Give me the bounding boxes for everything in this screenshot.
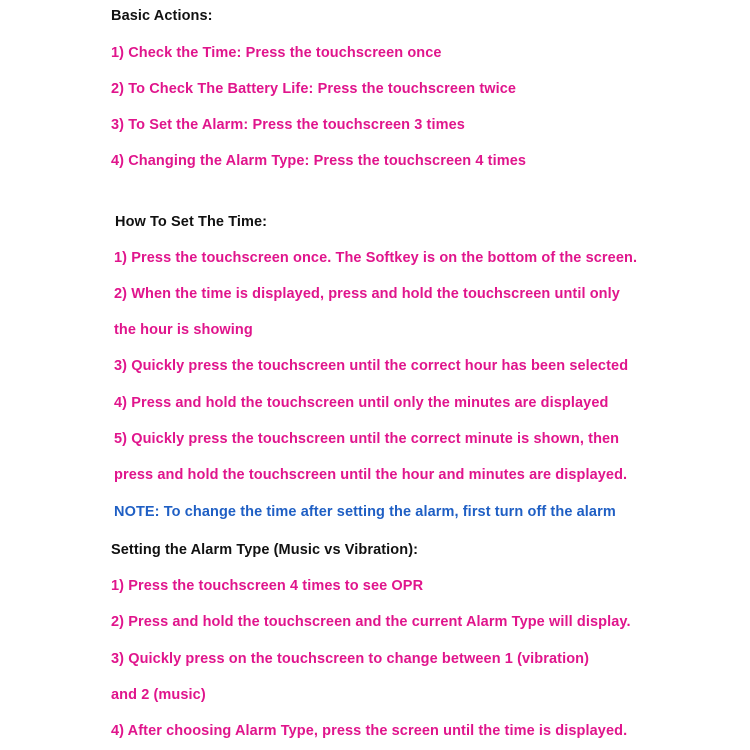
set-time-line-5: 4) Press and hold the touchscreen until only the minutes are displayed: [114, 395, 609, 411]
set-time-line-2: 2) When the time is displayed, press and hold the touchscreen until only: [114, 286, 620, 302]
set-time-line-1: 1) Press the touchscreen once. The Softkey is on the bottom of the screen.: [114, 250, 638, 266]
basic-action-item-3: 3) To Set the Alarm: Press the touchscreen 3 times: [111, 117, 465, 133]
set-time-line-4: 3) Quickly press the touchscreen until the correct hour has been selected: [114, 358, 629, 374]
set-time-line-7: press and hold the touchscreen until the hour and minutes are displayed.: [114, 467, 628, 483]
set-time-note: NOTE: To change the time after setting the alarm, first turn off the alarm: [114, 504, 616, 520]
basic-action-item-1: 1) Check the Time: Press the touchscreen once: [111, 45, 442, 61]
basic-action-item-4: 4) Changing the Alarm Type: Press the touchscreen 4 times: [111, 153, 527, 169]
alarm-type-line-5: 4) After choosing Alarm Type, press the screen until the time is displayed.: [111, 723, 628, 739]
alarm-type-line-1: 1) Press the touchscreen 4 times to see OPR: [111, 578, 424, 594]
set-time-line-6: 5) Quickly press the touchscreen until the correct minute is shown, then: [114, 431, 620, 447]
alarm-type-line-4: and 2 (music): [111, 687, 206, 703]
set-time-heading: How To Set The Time:: [115, 214, 268, 230]
basic-actions-heading: Basic Actions:: [111, 8, 213, 24]
alarm-type-line-2: 2) Press and hold the touchscreen and the current Alarm Type will display.: [111, 614, 631, 630]
basic-action-item-2: 2) To Check The Battery Life: Press the touchscreen twice: [111, 81, 517, 97]
set-time-line-3: the hour is showing: [114, 322, 253, 338]
alarm-type-line-3: 3) Quickly press on the touchscreen to change between 1 (vibration): [111, 651, 590, 667]
alarm-type-heading: Setting the Alarm Type (Music vs Vibration):: [111, 542, 419, 558]
